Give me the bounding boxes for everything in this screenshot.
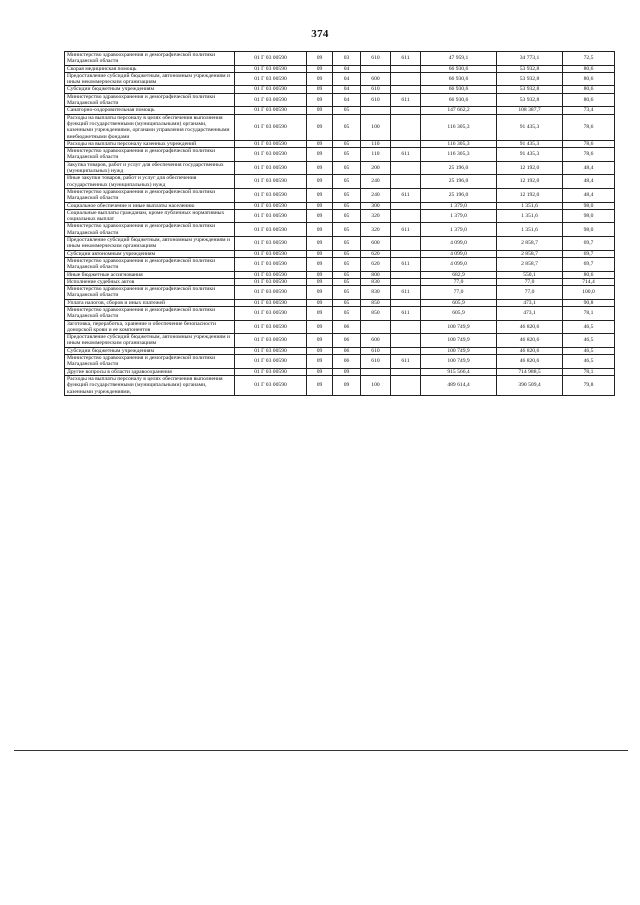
cell-execution-percent: 100,0: [563, 286, 615, 300]
cell-expense-type-code: 620: [361, 257, 391, 271]
cell-expense-type-code: 110: [361, 140, 391, 147]
cell-expense-name: Уплата налогов, сборов и иных платежей: [65, 299, 235, 306]
table-row: [65, 223, 615, 237]
cell-expense-name: Субсидии автономным учреждениям: [65, 250, 235, 257]
cell-execution-percent: 79,8: [563, 375, 615, 395]
cell-administrator-code: 611: [391, 188, 421, 202]
cell-planned-amount: 116 305,3: [421, 114, 497, 140]
cell-expense-type-code: 600: [361, 72, 391, 86]
cell-expense-name: Предоставление субсидий бюджетным, автономным учреждениям и иным некоммерческим организациям: [65, 237, 235, 251]
cell-section-code: 09: [307, 140, 333, 147]
cell-target-article-code: 01 Г 03 00590: [235, 93, 307, 107]
cell-execution-percent: 78,6: [563, 114, 615, 140]
table-body: [65, 52, 615, 396]
cell-execution-percent: 80,6: [563, 271, 615, 278]
cell-subsection-code: 06: [333, 355, 361, 369]
cell-actual-amount: 53 932,8: [497, 65, 563, 72]
table-row: [65, 86, 615, 93]
cell-administrator-code: [391, 334, 421, 348]
cell-section-code: 09: [307, 188, 333, 202]
cell-administrator-code: [391, 278, 421, 285]
table-row: [65, 368, 615, 375]
table-row: [65, 209, 615, 223]
table-row: [65, 334, 615, 348]
cell-expense-type-code: 830: [361, 278, 391, 285]
cell-subsection-code: 04: [333, 72, 361, 86]
cell-administrator-code: [391, 250, 421, 257]
cell-actual-amount: 2 858,7: [497, 257, 563, 271]
cell-planned-amount: 116 305,3: [421, 140, 497, 147]
cell-section-code: 09: [307, 202, 333, 209]
cell-section-code: 09: [307, 52, 333, 66]
cell-section-code: 09: [307, 65, 333, 72]
cell-actual-amount: 46 820,6: [497, 355, 563, 369]
cell-actual-amount: 12 192,0: [497, 161, 563, 175]
cell-planned-amount: 1 379,0: [421, 223, 497, 237]
cell-actual-amount: 91 435,3: [497, 148, 563, 162]
cell-planned-amount: 77,0: [421, 278, 497, 285]
table-row: [65, 52, 615, 66]
cell-target-article-code: 01 Г 03 00590: [235, 347, 307, 354]
cell-planned-amount: 4 099,0: [421, 257, 497, 271]
cell-expense-type-code: 320: [361, 209, 391, 223]
cell-administrator-code: 611: [391, 286, 421, 300]
cell-subsection-code: 05: [333, 107, 361, 114]
cell-expense-name: Другие вопросы в области здравоохранения: [65, 368, 235, 375]
cell-expense-name: Субсидии бюджетным учреждениям: [65, 347, 235, 354]
cell-execution-percent: 69,7: [563, 257, 615, 271]
cell-expense-type-code: 240: [361, 175, 391, 189]
cell-subsection-code: 09: [333, 375, 361, 395]
cell-planned-amount: 915 566,4: [421, 368, 497, 375]
cell-section-code: 09: [307, 355, 333, 369]
cell-actual-amount: 53 932,8: [497, 93, 563, 107]
cell-execution-percent: 78,1: [563, 368, 615, 375]
cell-expense-name: Предоставление субсидий бюджетным, автономным учреждениям и иным некоммерческим организациям: [65, 72, 235, 86]
cell-expense-type-code: 100: [361, 375, 391, 395]
cell-administrator-code: [391, 237, 421, 251]
cell-section-code: 09: [307, 286, 333, 300]
cell-section-code: 09: [307, 237, 333, 251]
cell-administrator-code: [391, 107, 421, 114]
cell-section-code: 09: [307, 347, 333, 354]
cell-target-article-code: 01 Г 03 00590: [235, 209, 307, 223]
cell-target-article-code: 01 Г 03 00590: [235, 148, 307, 162]
cell-expense-type-code: 600: [361, 237, 391, 251]
cell-section-code: 09: [307, 334, 333, 348]
cell-subsection-code: 05: [333, 257, 361, 271]
cell-execution-percent: 72,5: [563, 52, 615, 66]
cell-execution-percent: 46,5: [563, 347, 615, 354]
cell-expense-type-code: 600: [361, 334, 391, 348]
cell-subsection-code: 05: [333, 271, 361, 278]
table-row: [65, 148, 615, 162]
table-row: [65, 140, 615, 147]
cell-planned-amount: 100 749,9: [421, 355, 497, 369]
cell-expense-type-code: 830: [361, 286, 391, 300]
cell-expense-type-code: 100: [361, 114, 391, 140]
cell-actual-amount: 2 858,7: [497, 237, 563, 251]
table-row: [65, 320, 615, 334]
cell-target-article-code: 01 Г 03 00590: [235, 65, 307, 72]
cell-expense-type-code: [361, 107, 391, 114]
cell-subsection-code: 05: [333, 223, 361, 237]
cell-planned-amount: 66 930,6: [421, 72, 497, 86]
cell-target-article-code: 01 Г 03 00590: [235, 306, 307, 320]
cell-section-code: 09: [307, 250, 333, 257]
cell-execution-percent: 46,5: [563, 355, 615, 369]
cell-administrator-code: [391, 140, 421, 147]
cell-subsection-code: 06: [333, 334, 361, 348]
cell-subsection-code: 05: [333, 237, 361, 251]
cell-expense-type-code: 850: [361, 299, 391, 306]
cell-section-code: 09: [307, 278, 333, 285]
cell-planned-amount: 25 196,0: [421, 161, 497, 175]
cell-expense-name: Предоставление субсидий бюджетным, автономным учреждениям и иным некоммерческим организациям: [65, 334, 235, 348]
cell-subsection-code: 05: [333, 188, 361, 202]
cell-planned-amount: 66 930,6: [421, 93, 497, 107]
cell-target-article-code: 01 Г 03 00590: [235, 368, 307, 375]
cell-expense-name: Исполнение судебных актов: [65, 278, 235, 285]
table-row: [65, 161, 615, 175]
cell-execution-percent: 48,4: [563, 188, 615, 202]
cell-expense-type-code: 240: [361, 188, 391, 202]
cell-planned-amount: 100 749,9: [421, 347, 497, 354]
cell-target-article-code: 01 Г 03 00590: [235, 237, 307, 251]
cell-expense-name: Скорая медицинская помощь: [65, 65, 235, 72]
cell-subsection-code: 03: [333, 52, 361, 66]
cell-target-article-code: 01 Г 03 00590: [235, 334, 307, 348]
cell-expense-name: Министерство здравоохранения и демографической политики Магаданской области: [65, 223, 235, 237]
table-row: [65, 347, 615, 354]
cell-section-code: 09: [307, 257, 333, 271]
cell-expense-type-code: 610: [361, 347, 391, 354]
cell-target-article-code: 01 Г 03 00590: [235, 355, 307, 369]
cell-subsection-code: 05: [333, 286, 361, 300]
cell-planned-amount: 605,9: [421, 306, 497, 320]
cell-target-article-code: 01 Г 03 00590: [235, 286, 307, 300]
cell-section-code: 09: [307, 375, 333, 395]
cell-administrator-code: [391, 72, 421, 86]
cell-actual-amount: 77,0: [497, 286, 563, 300]
cell-section-code: 09: [307, 223, 333, 237]
cell-execution-percent: 80,6: [563, 86, 615, 93]
cell-target-article-code: 01 Г 03 00590: [235, 140, 307, 147]
cell-subsection-code: 05: [333, 278, 361, 285]
cell-expense-type-code: 850: [361, 306, 391, 320]
cell-administrator-code: [391, 86, 421, 93]
cell-section-code: 09: [307, 209, 333, 223]
cell-expense-name: Закупка товаров, работ и услуг для обеспечения государственных (муниципальных) нужд: [65, 161, 235, 175]
cell-administrator-code: [391, 368, 421, 375]
cell-section-code: 09: [307, 271, 333, 278]
cell-target-article-code: 01 Г 03 00590: [235, 257, 307, 271]
cell-planned-amount: 489 614,4: [421, 375, 497, 395]
cell-subsection-code: 05: [333, 250, 361, 257]
cell-subsection-code: 05: [333, 209, 361, 223]
cell-section-code: 09: [307, 93, 333, 107]
cell-planned-amount: 47 959,1: [421, 52, 497, 66]
cell-target-article-code: 01 Г 03 00590: [235, 250, 307, 257]
cell-expense-name: Министерство здравоохранения и демографической политики Магаданской области: [65, 306, 235, 320]
cell-administrator-code: 611: [391, 148, 421, 162]
cell-expense-name: Иные закупки товаров, работ и услуг для обеспечения государственных (муниципальных) нужд: [65, 175, 235, 189]
cell-execution-percent: 48,4: [563, 161, 615, 175]
cell-expense-type-code: 200: [361, 161, 391, 175]
cell-section-code: 09: [307, 306, 333, 320]
cell-execution-percent: 80,6: [563, 93, 615, 107]
cell-planned-amount: 605,9: [421, 299, 497, 306]
cell-execution-percent: 46,5: [563, 320, 615, 334]
cell-actual-amount: 390 509,4: [497, 375, 563, 395]
cell-execution-percent: 48,4: [563, 175, 615, 189]
cell-section-code: 09: [307, 299, 333, 306]
cell-execution-percent: 98,0: [563, 202, 615, 209]
cell-subsection-code: 05: [333, 114, 361, 140]
cell-administrator-code: [391, 299, 421, 306]
cell-section-code: 09: [307, 114, 333, 140]
cell-administrator-code: 611: [391, 93, 421, 107]
cell-planned-amount: 116 305,3: [421, 148, 497, 162]
cell-planned-amount: 1 379,0: [421, 202, 497, 209]
cell-target-article-code: 01 Г 03 00590: [235, 114, 307, 140]
cell-section-code: 09: [307, 72, 333, 86]
table-row: [65, 107, 615, 114]
cell-administrator-code: 611: [391, 355, 421, 369]
cell-administrator-code: 611: [391, 52, 421, 66]
cell-planned-amount: 25 196,0: [421, 175, 497, 189]
cell-actual-amount: 91 435,3: [497, 140, 563, 147]
cell-target-article-code: 01 Г 03 00590: [235, 161, 307, 175]
cell-execution-percent: 69,7: [563, 250, 615, 257]
cell-subsection-code: 05: [333, 140, 361, 147]
cell-administrator-code: [391, 65, 421, 72]
cell-subsection-code: 06: [333, 320, 361, 334]
table-row: [65, 271, 615, 278]
cell-planned-amount: 100 749,9: [421, 334, 497, 348]
cell-actual-amount: 550,1: [497, 271, 563, 278]
cell-execution-percent: 90,8: [563, 299, 615, 306]
cell-expense-name: Министерство здравоохранения и демографической политики Магаданской области: [65, 355, 235, 369]
cell-target-article-code: 01 Г 03 00590: [235, 223, 307, 237]
table-row: [65, 375, 615, 395]
cell-section-code: 09: [307, 107, 333, 114]
cell-section-code: 09: [307, 86, 333, 93]
cell-administrator-code: [391, 114, 421, 140]
cell-administrator-code: [391, 271, 421, 278]
cell-execution-percent: 98,0: [563, 209, 615, 223]
cell-subsection-code: 05: [333, 175, 361, 189]
cell-expense-name: Субсидии бюджетным учреждениям: [65, 86, 235, 93]
cell-administrator-code: [391, 202, 421, 209]
table-row: [65, 299, 615, 306]
cell-section-code: 09: [307, 320, 333, 334]
cell-expense-name: Заготовка, переработка, хранение и обеспечение безопасности донорской крови и ее компонентов: [65, 320, 235, 334]
cell-planned-amount: 66 930,6: [421, 65, 497, 72]
cell-administrator-code: [391, 320, 421, 334]
cell-administrator-code: 611: [391, 223, 421, 237]
cell-actual-amount: 77,0: [497, 278, 563, 285]
cell-actual-amount: 34 773,1: [497, 52, 563, 66]
cell-target-article-code: 01 Г 03 00590: [235, 175, 307, 189]
cell-subsection-code: 05: [333, 148, 361, 162]
cell-expense-name: Санаторно-оздоровительная помощь: [65, 107, 235, 114]
table-row: [65, 65, 615, 72]
table-row: [65, 278, 615, 285]
cell-actual-amount: 2 858,7: [497, 250, 563, 257]
cell-expense-name: Министерство здравоохранения и демографической политики Магаданской области: [65, 52, 235, 66]
cell-actual-amount: 46 820,6: [497, 334, 563, 348]
cell-administrator-code: [391, 161, 421, 175]
cell-expense-name: Министерство здравоохранения и демографической политики Магаданской области: [65, 257, 235, 271]
cell-administrator-code: 611: [391, 306, 421, 320]
table-row: [65, 250, 615, 257]
cell-subsection-code: 04: [333, 93, 361, 107]
cell-subsection-code: 06: [333, 347, 361, 354]
cell-expense-name: Социальные выплаты гражданам, кроме публичных нормативных социальных выплат: [65, 209, 235, 223]
cell-execution-percent: 714,4: [563, 278, 615, 285]
table-row: [65, 202, 615, 209]
cell-target-article-code: 01 Г 03 00590: [235, 271, 307, 278]
cell-subsection-code: 09: [333, 368, 361, 375]
cell-subsection-code: 04: [333, 65, 361, 72]
cell-planned-amount: 1 379,0: [421, 209, 497, 223]
table-row: [65, 188, 615, 202]
cell-target-article-code: 01 Г 03 00590: [235, 375, 307, 395]
table-row: [65, 306, 615, 320]
cell-actual-amount: 12 192,0: [497, 175, 563, 189]
cell-actual-amount: 53 932,8: [497, 72, 563, 86]
cell-administrator-code: 611: [391, 257, 421, 271]
cell-planned-amount: 4 099,0: [421, 250, 497, 257]
table-row: [65, 286, 615, 300]
cell-actual-amount: 1 351,6: [497, 209, 563, 223]
table-row: [65, 175, 615, 189]
table-row: [65, 93, 615, 107]
cell-expense-type-code: 620: [361, 250, 391, 257]
cell-target-article-code: 01 Г 03 00590: [235, 86, 307, 93]
cell-target-article-code: 01 Г 03 00590: [235, 107, 307, 114]
cell-target-article-code: 01 Г 03 00590: [235, 278, 307, 285]
cell-actual-amount: 91 435,3: [497, 114, 563, 140]
cell-planned-amount: 147 662,2: [421, 107, 497, 114]
cell-expense-name: Расходы на выплаты персоналу в целях обеспечения выполнения функций государственными (муниципальными) органами, казенными учреждениями,: [65, 375, 235, 395]
cell-target-article-code: 01 Г 03 00590: [235, 188, 307, 202]
cell-target-article-code: 01 Г 03 00590: [235, 52, 307, 66]
bottom-rule: [14, 750, 628, 751]
cell-execution-percent: 78,6: [563, 140, 615, 147]
cell-actual-amount: 1 351,6: [497, 202, 563, 209]
cell-section-code: 09: [307, 148, 333, 162]
cell-planned-amount: 682,9: [421, 271, 497, 278]
cell-expense-type-code: [361, 368, 391, 375]
cell-expense-name: Министерство здравоохранения и демографической политики Магаданской области: [65, 188, 235, 202]
cell-expense-type-code: 610: [361, 355, 391, 369]
cell-target-article-code: 01 Г 03 00590: [235, 202, 307, 209]
cell-expense-name: Министерство здравоохранения и демографической политики Магаданской области: [65, 148, 235, 162]
cell-expense-type-code: 610: [361, 93, 391, 107]
cell-administrator-code: [391, 347, 421, 354]
cell-expense-type-code: [361, 65, 391, 72]
cell-planned-amount: 66 930,6: [421, 86, 497, 93]
cell-actual-amount: 473,1: [497, 306, 563, 320]
cell-execution-percent: 69,7: [563, 237, 615, 251]
cell-actual-amount: 714 988,5: [497, 368, 563, 375]
cell-execution-percent: 80,6: [563, 72, 615, 86]
cell-actual-amount: 53 932,8: [497, 86, 563, 93]
cell-actual-amount: 108 387,7: [497, 107, 563, 114]
cell-expense-type-code: 300: [361, 202, 391, 209]
cell-execution-percent: 98,0: [563, 223, 615, 237]
cell-section-code: 09: [307, 368, 333, 375]
cell-expense-name: Расходы на выплаты персоналу в целях обеспечения выполнения функций государственными (муниципальными) органами, казенными учреждениями, органами управления государственными внебюджетными фондами: [65, 114, 235, 140]
table-row: [65, 114, 615, 140]
cell-section-code: 09: [307, 161, 333, 175]
table-row: [65, 257, 615, 271]
cell-execution-percent: 80,6: [563, 65, 615, 72]
page-number: 374: [311, 28, 329, 40]
table-row: [65, 72, 615, 86]
cell-planned-amount: 100 749,9: [421, 320, 497, 334]
cell-expense-name: Министерство здравоохранения и демографической политики Магаданской области: [65, 93, 235, 107]
cell-expense-name: Социальное обеспечение и иные выплаты населению: [65, 202, 235, 209]
cell-expense-type-code: 110: [361, 148, 391, 162]
cell-subsection-code: 05: [333, 306, 361, 320]
cell-actual-amount: 46 820,6: [497, 320, 563, 334]
cell-expense-type-code: 610: [361, 86, 391, 93]
cell-expense-name: Расходы на выплаты персоналу казенных учреждений: [65, 140, 235, 147]
cell-execution-percent: 73,4: [563, 107, 615, 114]
cell-planned-amount: 77,0: [421, 286, 497, 300]
cell-expense-type-code: 320: [361, 223, 391, 237]
cell-administrator-code: [391, 209, 421, 223]
cell-planned-amount: 4 099,0: [421, 237, 497, 251]
cell-target-article-code: 01 Г 03 00590: [235, 320, 307, 334]
budget-table: [64, 51, 615, 396]
cell-expense-name: Министерство здравоохранения и демографической политики Магаданской области: [65, 286, 235, 300]
cell-expense-type-code: 800: [361, 271, 391, 278]
cell-execution-percent: 78,1: [563, 306, 615, 320]
cell-actual-amount: 12 192,0: [497, 188, 563, 202]
cell-subsection-code: 05: [333, 161, 361, 175]
cell-execution-percent: 78,6: [563, 148, 615, 162]
cell-expense-name: Иные бюджетные ассигнования: [65, 271, 235, 278]
cell-subsection-code: 05: [333, 299, 361, 306]
cell-administrator-code: [391, 375, 421, 395]
cell-administrator-code: [391, 175, 421, 189]
table-row: [65, 355, 615, 369]
cell-actual-amount: 473,1: [497, 299, 563, 306]
cell-execution-percent: 46,5: [563, 334, 615, 348]
cell-actual-amount: 46 820,6: [497, 347, 563, 354]
cell-planned-amount: 25 196,0: [421, 188, 497, 202]
cell-section-code: 09: [307, 175, 333, 189]
cell-expense-type-code: [361, 320, 391, 334]
cell-target-article-code: 01 Г 03 00590: [235, 299, 307, 306]
cell-actual-amount: 1 351,6: [497, 223, 563, 237]
table-row: [65, 237, 615, 251]
cell-subsection-code: 05: [333, 202, 361, 209]
cell-target-article-code: 01 Г 03 00590: [235, 72, 307, 86]
cell-subsection-code: 04: [333, 86, 361, 93]
cell-expense-type-code: 610: [361, 52, 391, 66]
